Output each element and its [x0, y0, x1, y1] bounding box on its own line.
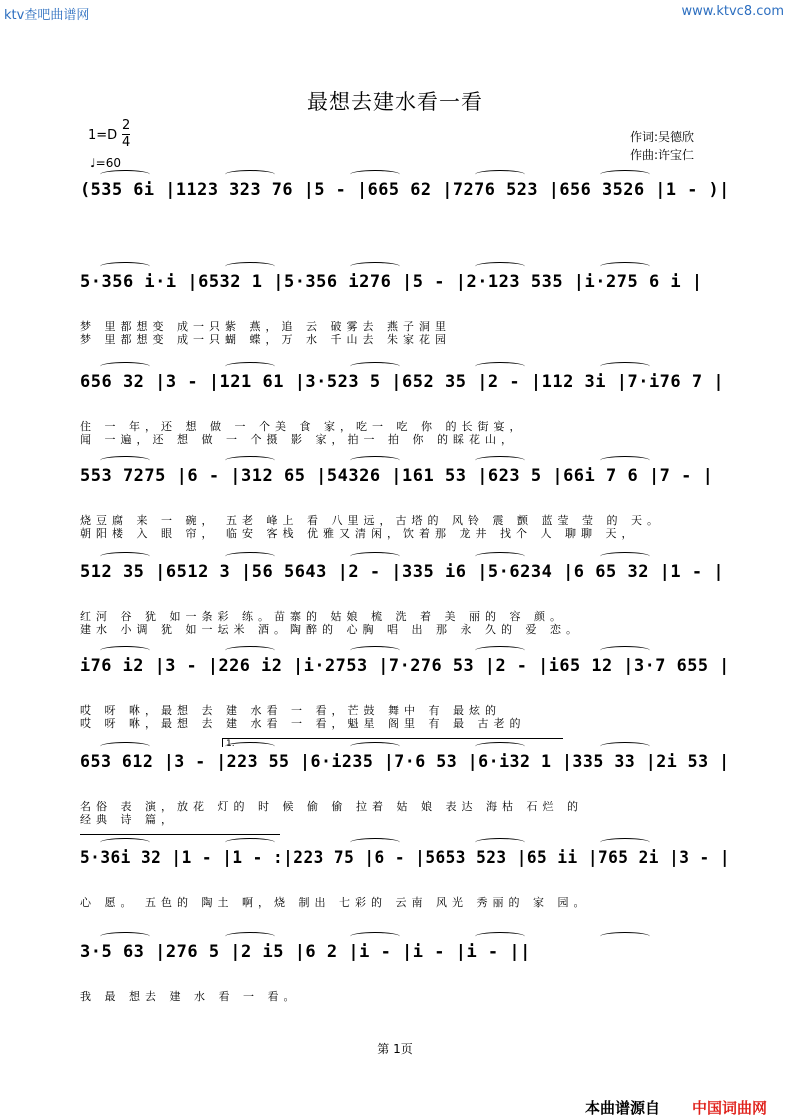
slur-mark [225, 646, 275, 655]
score-line [80, 656, 730, 690]
score-line [80, 180, 730, 214]
notation-text: 3·5 63 |276 5 |2 i5 |6 2 |i - |i - |i - || [80, 942, 531, 962]
notation-text: 5·36i 32 |1 - |1 - :|223 75 |6 - |5653 523 |65 ii |765 2i |3 - | [80, 848, 731, 868]
volta-label: 1. [226, 739, 235, 749]
slur-mark [350, 456, 400, 465]
slur-mark [600, 170, 650, 179]
lyric-line: 烧豆腐 来 一 碗， 五老 峰上 看 八里远，古塔的 风铃 震 颤 蓝莹 莹 的 天。 [80, 514, 663, 527]
composer-credit: 作曲:许宝仁 [630, 148, 695, 162]
lyric-line: 住 一 年，还 想 做 一 个美 食 家，吃一 吃 你 的长街宴， [80, 420, 526, 433]
volta-bracket [222, 738, 563, 747]
slur-mark [600, 932, 650, 941]
slur-mark [475, 456, 525, 465]
slur-mark [350, 932, 400, 941]
slur-mark [600, 552, 650, 561]
watermark-right: www.ktvc8.com [681, 4, 784, 19]
slur-mark [350, 362, 400, 371]
slur-mark [475, 932, 525, 941]
slur-mark [600, 742, 650, 751]
lyric-line: 心 愿。 五色的 陶土 啊，烧 制出 七彩的 云南 风光 秀丽的 家 园。 [80, 896, 590, 909]
slur-mark [600, 838, 650, 847]
slur-mark [100, 262, 150, 271]
slur-mark [350, 838, 400, 847]
slur-mark [600, 262, 650, 271]
time-bottom: 4 [122, 135, 131, 150]
lyric-line: 梦 里都想变 成一只蝴 蝶，万 水 千山去 朱家花园 [80, 333, 451, 346]
time-signature [122, 118, 130, 151]
score-line [80, 272, 730, 306]
slur-mark [600, 362, 650, 371]
lyric-line: 哎 呀 咻，最想 去 建 水看 一 看，魁星 阁里 有 最 古老的 [80, 717, 526, 730]
lyric-line: 经典 诗 篇， [80, 813, 177, 826]
notation-text: 656 32 |3 - |121 61 |3·523 5 |652 35 |2 - |112 3i |7·i76 7 | [80, 372, 725, 392]
slur-mark [475, 838, 525, 847]
watermark-left: ktv查吧曲谱网 [4, 8, 90, 23]
slur-mark [100, 742, 150, 751]
slur-mark [475, 552, 525, 561]
lyric-line: 红河 谷 犹 如一条彩 练。苗寨的 姑娘 梳 洗 着 美 丽的 容 颜。 [80, 610, 566, 623]
lyric-line: 名俗 表 演，放花 灯的 时 候 偷 偷 拉着 姑 娘 表达 海枯 石烂 的 [80, 800, 583, 813]
lyric-line: 梦 里都想变 成一只紫 燕，追 云 破雾去 燕子洞里 [80, 320, 451, 333]
slur-mark [225, 170, 275, 179]
lyricist-credit: 作词:吴德欣 [630, 130, 695, 144]
slur-mark [225, 932, 275, 941]
score-line [80, 466, 730, 500]
page-number: 第 1页 [377, 1042, 413, 1056]
notation-text: 5·356 i·i |6532 1 |5·356 i276 |5 - |2·123 535 |i·275 6 i | [80, 272, 703, 292]
score-line [80, 752, 730, 786]
lyric-line: 闻 一遍，还 想 做 一 个摄 影 家，拍一 拍 你 的睬花山， [80, 433, 517, 446]
key-signature: 1=D [88, 128, 118, 143]
tempo-marking: ♩=60 [90, 156, 121, 170]
source-name: 中国词曲网 [692, 1099, 768, 1117]
slur-mark [475, 262, 525, 271]
notation-text: 653 612 |3 - |223 55 |6·i235 |7·6 53 |6·i32 1 |335 33 |2i 53 | [80, 752, 730, 772]
slur-mark [100, 362, 150, 371]
slur-mark [600, 456, 650, 465]
notation-text: 512 35 |6512 3 |56 5643 |2 - |335 i6 |5·6234 |6 65 32 |1 - | [80, 562, 725, 582]
score-line [80, 942, 730, 976]
time-top: 2 [122, 118, 131, 133]
slur-mark [100, 456, 150, 465]
slur-mark [100, 552, 150, 561]
score-line [80, 372, 730, 406]
slur-mark [225, 362, 275, 371]
notation-text: 553 7275 |6 - |312 65 |54326 |161 53 |623 5 |66i 7 6 |7 - | [80, 466, 714, 486]
score-line [80, 848, 730, 882]
score-line [80, 562, 730, 596]
slur-mark [350, 262, 400, 271]
slur-mark [100, 170, 150, 179]
slur-mark [475, 646, 525, 655]
slur-mark [225, 262, 275, 271]
slur-mark [350, 552, 400, 561]
notation-text: i76 i2 |3 - |226 i2 |i·2753 |7·276 53 |2 - |i65 12 |3·7 655 | [80, 656, 730, 676]
slur-mark [475, 170, 525, 179]
slur-mark [100, 932, 150, 941]
slur-mark [100, 646, 150, 655]
notation-text: (535 6i |1123 323 76 |5 - |665 62 |7276 523 |656 3526 |1 - )| [80, 180, 730, 200]
slur-mark [475, 362, 525, 371]
slur-mark [600, 646, 650, 655]
page-title: 最想去建水看一看 [307, 90, 483, 114]
lyric-line: 建水 小调 犹 如一坛米 酒。陶醉的 心胸 唱 出 那 永 久的 爱 恋。 [80, 623, 582, 636]
volta-bracket-end [80, 834, 280, 843]
slur-mark [350, 646, 400, 655]
slur-mark [225, 456, 275, 465]
lyric-line: 朝阳楼 入 眼 帘， 临安 客栈 优雅又清闲，饮着那 龙井 找个 人 聊聊 天， [80, 527, 638, 540]
lyric-line: 哎 呀 咻，最想 去 建 水看 一 看，芒鼓 舞中 有 最炫的 [80, 704, 501, 717]
slur-mark [350, 170, 400, 179]
lyric-line: 我 最 想去 建 水 看 一 看。 [80, 990, 300, 1003]
source-label: 本曲谱源自 [585, 1099, 661, 1117]
slur-mark [225, 552, 275, 561]
